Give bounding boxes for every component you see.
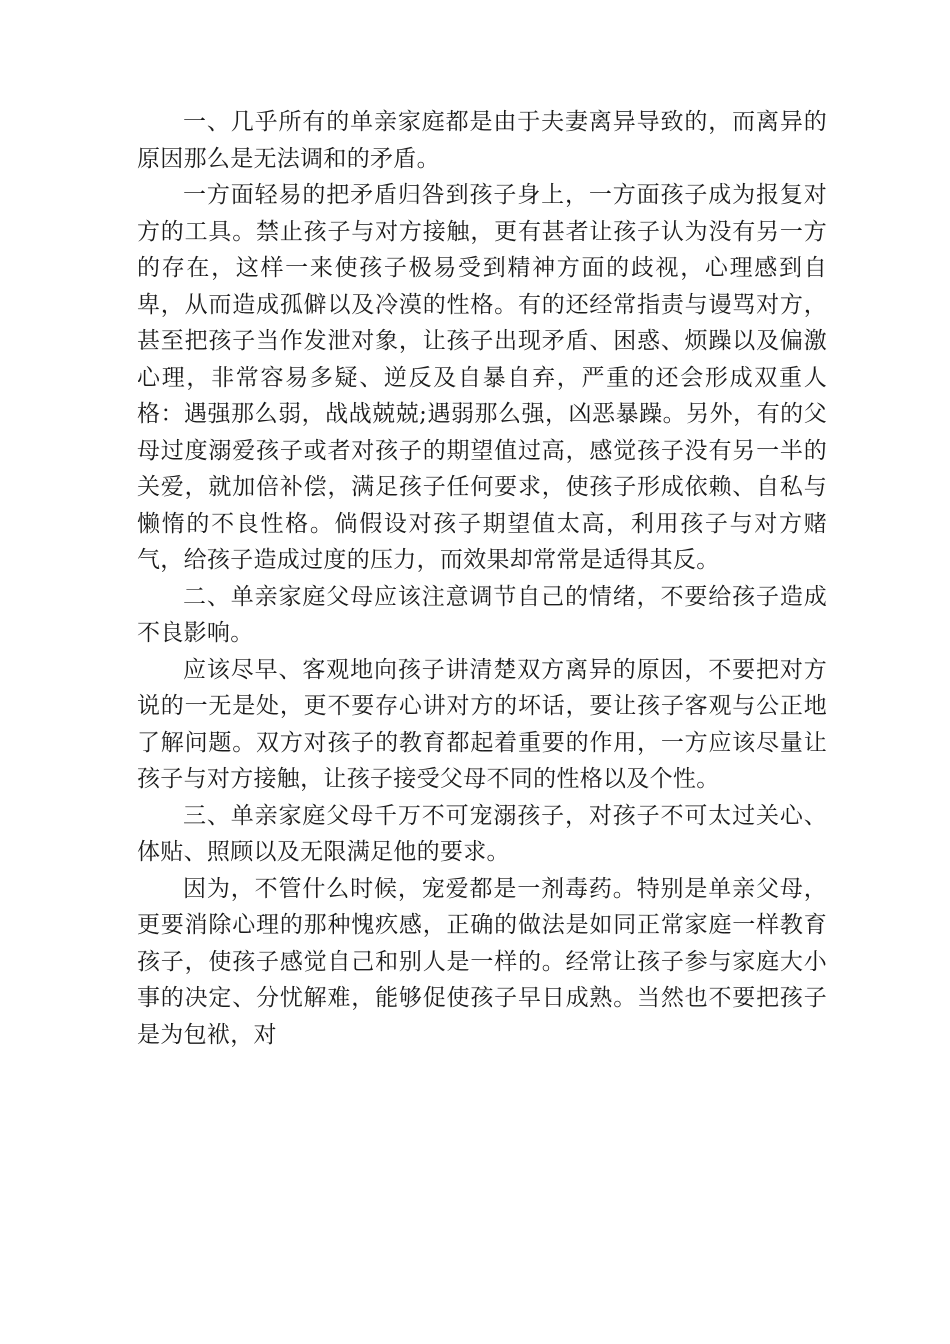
paragraph-6: 因为，不管什么时候，宠爱都是一剂毒药。特别是单亲父母，更要消除心理的那种愧疚感，正确的做法是如同正常家庭一样教育孩子，使孩子感觉自己和别人是一样的。经常让孩子参与家庭大小事的决定、分忧解难，能够促使孩子早日成熟。当然也不要把孩子是为包袱，对 [137,875,827,1048]
document-body [137,104,827,1053]
paragraph-4: 应该尽早、客观地向孩子讲清楚双方离异的原因，不要把对方说的一无是处，更不要存心讲对方的坏话，要让孩子客观与公正地了解问题。双方对孩子的教育都起着重要的作用，一方应该尽量让孩子与对方接触，让孩子接受父母不同的性格以及个性。 [137,656,827,792]
paragraph-2: 一方面轻易的把矛盾归咎到孩子身上，一方面孩子成为报复对方的工具。禁止孩子与对方接触，更有甚者让孩子认为没有另一方的存在，这样一来使孩子极易受到精神方面的歧视，心理感到自卑，从而造成孤僻以及冷漠的性格。有的还经常指责与谩骂对方，甚至把孩子当作发泄对象，让孩子出现矛盾、困惑、烦躁以及偏激心理，非常容易多疑、逆反及自暴自弃，严重的还会形成双重人格：遇强那么弱，战战兢兢;遇弱那么强，凶恶暴躁。另外，有的父母过度溺爱孩子或者对孩子的期望值过高，感觉孩子没有另一半的关爱，就加倍补偿，满足孩子任何要求，使孩子形成依赖、自私与懒惰的不良性格。倘假设对孩子期望值太高，利用孩子与对方赌气，给孩子造成过度的压力，而效果却常常是适得其反。 [137,182,827,573]
paragraph-1: 一、几乎所有的单亲家庭都是由于夫妻离异导致的，而离异的原因那么是无法调和的矛盾。 [137,109,827,172]
paragraph-5: 三、单亲家庭父母千万不可宠溺孩子，对孩子不可太过关心、体贴、照顾以及无限满足他的要求。 [137,802,827,865]
paragraph-3: 二、单亲家庭父母应该注意调节自己的情绪，不要给孩子造成不良影响。 [137,583,827,646]
